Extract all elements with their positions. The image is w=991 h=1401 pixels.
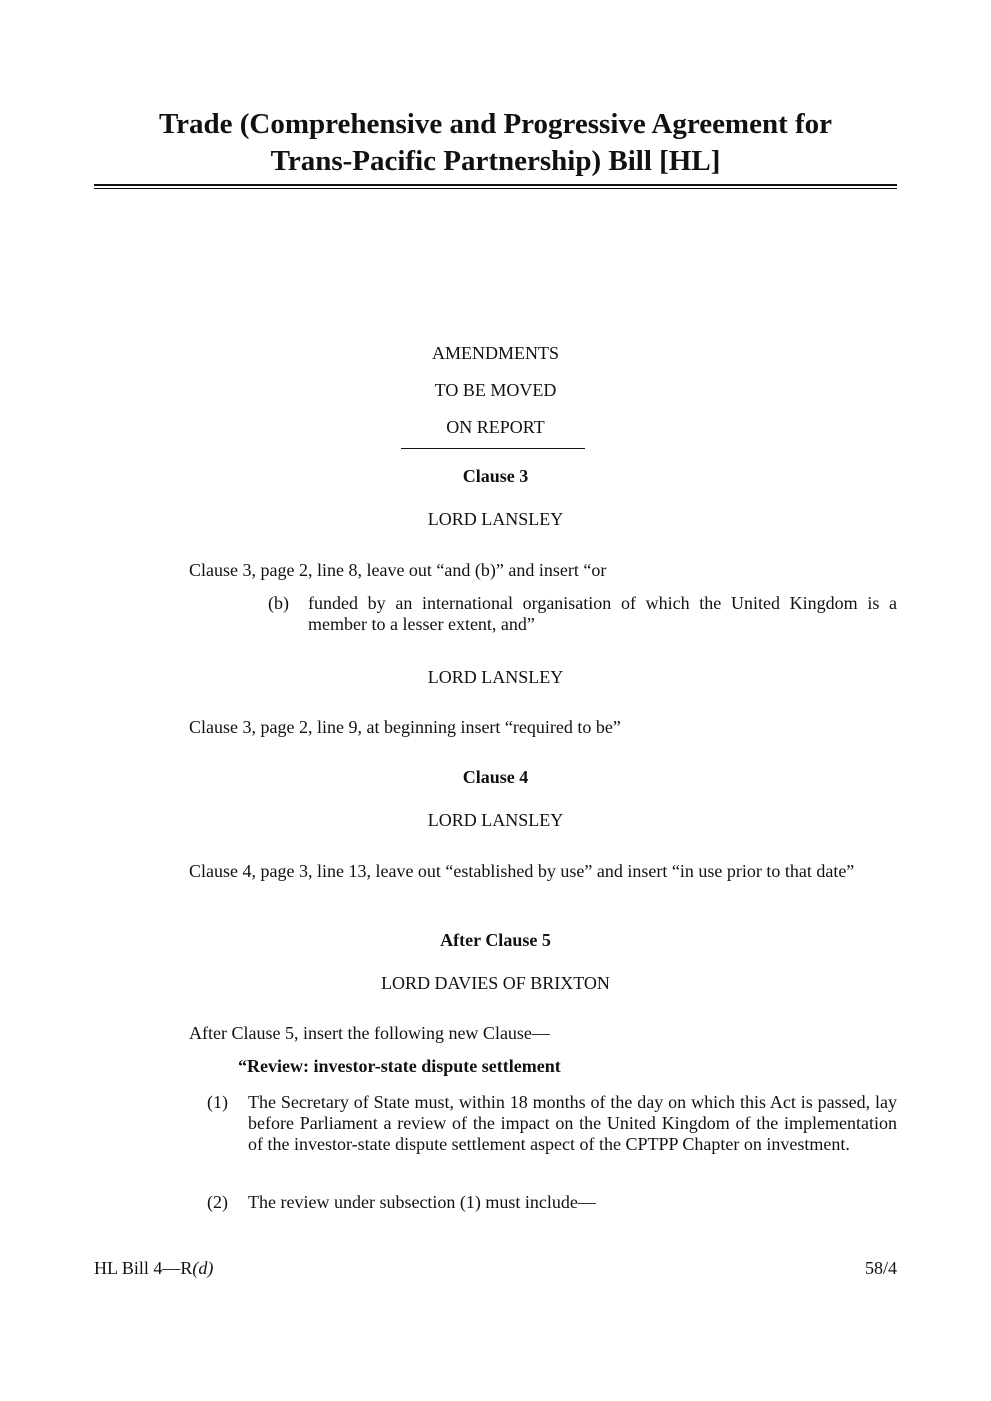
- item-label: (b): [268, 593, 289, 613]
- bill-reference: [94, 1258, 213, 1279]
- subsection-text: The review under subsection (1) must include—: [248, 1192, 596, 1212]
- subsection-text: The Secretary of State must, within 18 months of the day on which this Act is passed, lay before Parliament a review of the impact on the United Kingdom of the implementation of the investor-state dispute settlement aspect of the CPTPP Chapter on investment.: [248, 1092, 897, 1154]
- amendment-text: Clause 4, page 3, line 13, leave out “established by use” and insert “in use prior to that date”: [189, 861, 855, 881]
- amendment-text: After Clause 5, insert the following new Clause—: [189, 1023, 550, 1043]
- heading-amendments: AMENDMENTS: [431, 343, 559, 363]
- heading-on-report: ON REPORT: [446, 417, 545, 437]
- subsection: [207, 1092, 897, 1180]
- document-title: [94, 106, 897, 180]
- title-rule-thin: [94, 188, 897, 189]
- bill-reference-suffix: (d): [192, 1258, 214, 1278]
- heading-rule: [401, 448, 585, 449]
- heading-to-be-moved: TO BE MOVED: [434, 380, 557, 400]
- bill-reference-prefix: HL Bill 4—R: [94, 1258, 193, 1278]
- amendment-mover: LORD DAVIES OF BRIXTON: [381, 973, 610, 993]
- amendment-text: Clause 3, page 2, line 9, at beginning insert “required to be”: [189, 717, 621, 737]
- clause-heading: Clause 4: [462, 767, 529, 787]
- document-title-line-1: Trade (Comprehensive and Progressive Agreement for: [158, 108, 833, 140]
- title-rule-thick: [94, 184, 897, 186]
- amendment-item: [268, 593, 897, 637]
- clause-heading: Clause 3: [462, 466, 529, 486]
- subsection-label: (2): [207, 1192, 228, 1212]
- document-title-line-2: Trans-Pacific Partnership) Bill [HL]: [270, 145, 721, 177]
- amendment-mover: LORD LANSLEY: [427, 509, 564, 529]
- item-text: funded by an international organisation of which the United Kingdom is a member to a lesser extent, and”: [308, 593, 897, 634]
- new-clause-title: “Review: investor-state dispute settlement: [238, 1056, 561, 1076]
- subsection-label: (1): [207, 1092, 228, 1112]
- page-reference: 58/4: [864, 1258, 897, 1278]
- clause-heading: After Clause 5: [440, 930, 551, 950]
- amendment-text: Clause 3, page 2, line 8, leave out “and (b)” and insert “or: [189, 560, 607, 580]
- subsection: [207, 1192, 897, 1214]
- amendment-mover: LORD LANSLEY: [427, 810, 564, 830]
- amendment-mover: LORD LANSLEY: [427, 667, 564, 687]
